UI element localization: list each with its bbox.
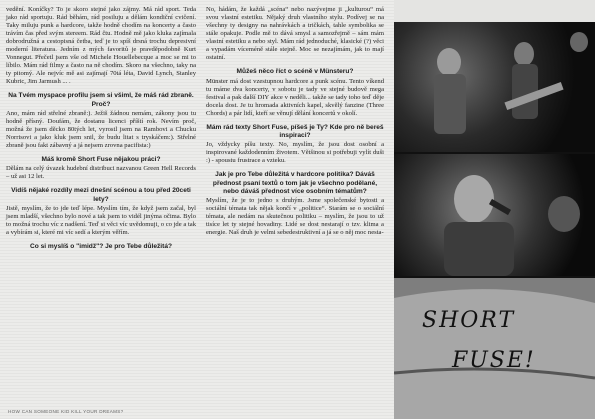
paragraph: Jistě, myslím, že to jde teď lépe. Myslím tím, že když jsem začal, byl jsem mladší, všechno bylo nové a tak jsem to vidél jinýma očima. Bylo to možná trochu víc z nadšení. Teď si věci víc uvědomuji, o co jde a tak a vybírám si, které mi víc sedí a kterým věřím. — [6, 204, 196, 236]
interview-question: Máš kromě Short Fuse nějakou práci? — [41, 156, 161, 164]
paragraph: Dělám na celý úvazek hudební distribuci nazvanou Green Hell Records – už asi 12 let. — [6, 165, 196, 181]
interview-question: Co si myslíš o "imidž"? Je pro Tebe důležitá? — [29, 243, 173, 250]
interview-question: Na Tvém myspace profilu jsem si všiml, že máš rád zbraně. Proč? — [8, 92, 194, 108]
paragraph: Jo, vždycky píšu texty. No, myslím, že jsou dost osobní a inspirované každodenním životem. Většinou si potřebuji vylít duši :) - spoustu frustrace a vzteku. — [206, 141, 384, 165]
text-column-left — [6, 6, 196, 252]
photo-band-live — [394, 22, 595, 152]
interview-question: Vidíš nějaké rozdíly mezi dnešní scénou a tou před 20ceti lety? — [11, 187, 191, 203]
paragraph: No, hádám, že každá „scéna“ nebo nazývejme ji „kulturou“ má svou vlastní estetiku. Nějaký druh vlastního stylu. Podívej se na všechny ty designy na nahrávkách a tričkách, tahle symbolika se stále opakuje. Podle mě to dává smysl a samozřejmě – sám mám vlastní estetiku a nebo styl. Mám rád jednoduché, klasické (?) věci a vypadám víceméně stále stejně. Moc se nezajímám, jak to mají ostatní. — [206, 6, 384, 62]
tattoo-text: SHORT — [422, 308, 516, 333]
interview-question: Jak je pro Tebe důležitá v hardcore politika? Dáváš přednost psaní textů o tom jak je všechno podělané, nebo dáváš přednost více osobním tématům? — [212, 171, 378, 195]
photo-singer — [394, 154, 595, 276]
interview-question: Mám rád texty Short Fuse, píšeš je Ty? Kde pro ně bereš inspiraci? — [206, 123, 384, 139]
paragraph: Münster má dost vzestupnou hardcore a punk scénu. Tento víkend tu máme dva koncerty, v sobotu je tady ve stejné budově mega festival a pak další DIY akce v neděli... takže se tady toho teď děje docela dost. Je tu hromada aktivních kapel, skvělý fanzine (Three Chords) a pár lidí, kteří se věnují dělání koncertů v okolí. — [206, 77, 384, 117]
photo-tattoo — [394, 278, 595, 419]
text-column-middle — [206, 6, 384, 237]
paragraph: Ano, mám rád střelné zbraně:). Ježiš žádnou nemám, zákony jsou tu hodně přísný. Doufám, že dostanu licenci příští rok. Nevím proč, možná že jsem děcko 80tých let, vyrostl jsem na Rambovi a Chucku Norrisovi a jako kluk jsem snil, že budu litat s tryskáčem:). Střelné zbraně jsou fakt zábavný a já nejsem zrovna pacifista:) — [6, 109, 196, 150]
paragraph: Myslím, že je to jedno s druhým. Jsme společenské bytosti a sociální témata tak nějak končí v „politice“. Starám se o sociální témata, ale nedám na skutečnou politiku – myslím, že jsou to už tisíce let ty stejné hovadiny. Lidé se dost nestarají o tzv. klima a energie. Naš druh je velmi sebedestruktivní a já se o něj moc nesta- — [206, 196, 384, 237]
tattoo-text: FUSE! — [452, 348, 536, 373]
paragraph: vedění. Koníčky? To je skoro stejné jako zájmy. Má rád sport. Teda jako rád sportuju. Rád běhám, rád posiluju a dělám kondiční cvičení. Taky miluju punk a hardcore, takže hodně chodím na koncerty a často trávím čas před svým stereem. Rád čtu. Hodně mě jako kluka zajímala dobrodružná a cestopisná četba, teď je to spíš drsná trochu depresivní moderní literatura. Jedním z mých favoritů je pravděpodobně Kurt Vonnegut. Přečetl jsem vše od Michele Houellebecque a moc se mi to líbilo. Mám rád filmy a často na ně chodím. Skoro na všechno, taky na ty pitomý. Ale nejvíc mě asi zajímají 70tá léta, David Lynch, Stanley Kubric, Jim Jarmush ... . — [6, 6, 196, 86]
footer-tagline: HOW CAN SOMEONE KID KILL YOUR DREAMS? — [8, 409, 124, 414]
interview-question: Můžeš něco říct o scéně v Münsteru? — [236, 68, 354, 76]
page-edge — [394, 0, 595, 22]
photo-column — [394, 22, 595, 419]
